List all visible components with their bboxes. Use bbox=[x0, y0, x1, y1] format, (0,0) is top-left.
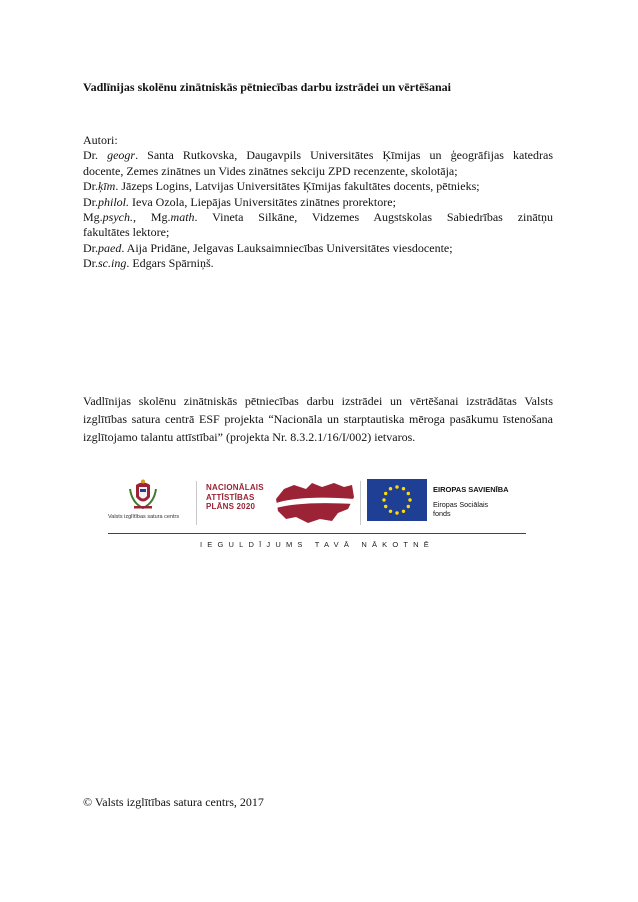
author-line: Dr.paed. Aija Pridāne, Jelgavas Lauksaimniecības Universitātes viesdocente; bbox=[83, 240, 453, 255]
logo-divider bbox=[360, 481, 361, 525]
nap2020-text: NACIONĀLAIS ATTĪSTĪBAS PLĀNS 2020 bbox=[206, 483, 264, 511]
coat-of-arms-icon bbox=[128, 479, 158, 511]
visc-logo bbox=[108, 475, 193, 527]
project-paragraph: Vadlīnijas skolēnu zinātniskās pētniecības darbu izstrādei un vērtēšanai izstrādātas Valsts izglītības satura centrā ESF projekta “Nacionāla un starptautiska mēroga pasākumu īstenošana izglītojamo talantu attīstībai” (projekta Nr. 8.3.2.1/16/I/002) ietvaros. bbox=[83, 394, 553, 444]
visc-caption: Valsts izglītības satura centrs bbox=[108, 514, 180, 520]
author-line: Dr.ķīm. Jāzeps Logins, Latvijas Universitātes Ķīmijas fakultātes docents, pētnieks; bbox=[83, 179, 480, 194]
authors-block bbox=[83, 133, 553, 272]
eu-stars-icon bbox=[367, 479, 427, 521]
author-line: Dr.philol. Ieva Ozola, Liepājas Universitātes zinātnes prorektore; bbox=[83, 194, 396, 209]
eu-title: EIROPAS SAVIENĪBA bbox=[433, 485, 509, 494]
esf-subtitle: Eiropas Sociālais fonds bbox=[433, 500, 489, 518]
motto: IEGULDĪJUMS TAVĀ NĀKOTNĒ bbox=[200, 540, 434, 549]
logo-strip bbox=[108, 475, 526, 535]
latvia-map-icon bbox=[272, 479, 356, 525]
nap2020-logo bbox=[206, 479, 354, 527]
eu-flag bbox=[367, 479, 427, 521]
logo-divider bbox=[196, 481, 197, 525]
author-line: fakultātes lektore; bbox=[83, 225, 170, 240]
eu-esf-logo bbox=[367, 479, 527, 527]
authors-heading: Autori: bbox=[83, 133, 118, 147]
author-line: Dr. geogr. Santa Rutkovska, Daugavpils Universitātes Ķīmijas un ģeogrāfijas katedras bbox=[83, 148, 553, 163]
document-title: Vadlīnijas skolēnu zinātniskās pētniecības darbu izstrādei un vērtēšanai bbox=[83, 80, 451, 94]
author-line: Mg.psych., Mg.math. Vineta Silkāne, Vidzemes Augstskolas Sabiedrības zinātņu bbox=[83, 210, 554, 225]
logo-rule bbox=[108, 533, 526, 534]
copyright-line: © Valsts izglītības satura centrs, 2017 bbox=[83, 795, 264, 809]
author-line: docente, Zemes zinātnes un Vides zinātnes sekciju ZPD recenzente, skolotāja; bbox=[83, 163, 458, 178]
author-line: Dr.sc.ing. Edgars Spārniņš. bbox=[83, 256, 214, 271]
